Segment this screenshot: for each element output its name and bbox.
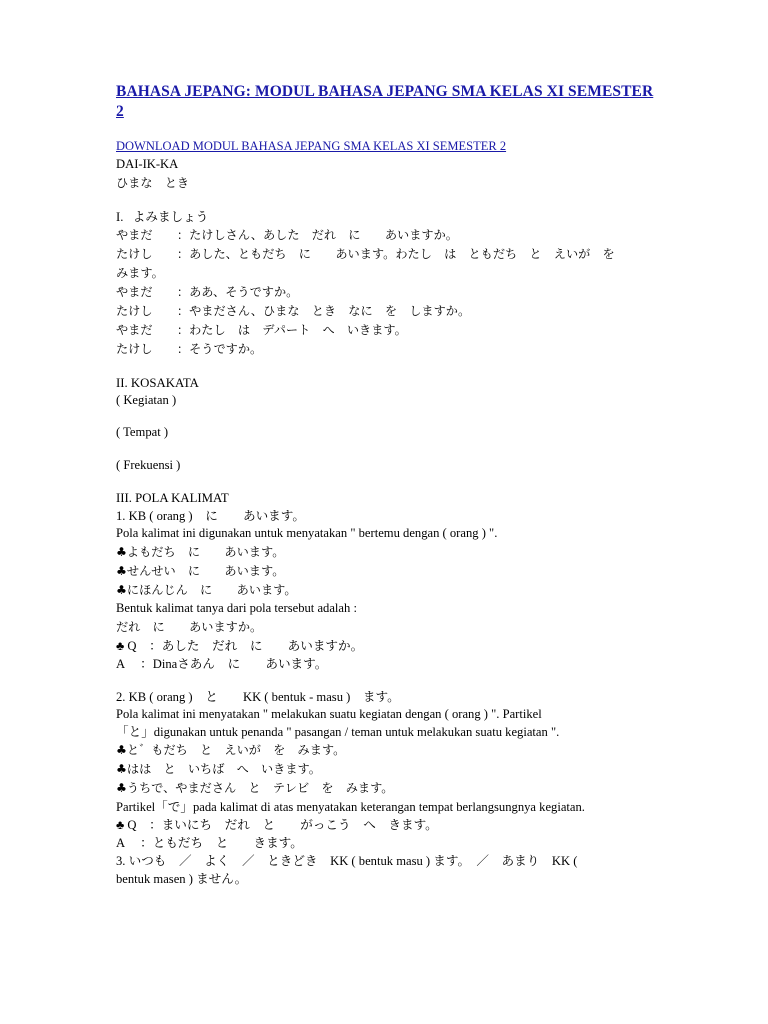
dialogue-line: たけし ：あした、ともだち に あいます。わたし は ともだち と えいが を xyxy=(116,246,615,261)
dialogue-line: みます。 xyxy=(116,265,164,280)
spacer xyxy=(116,359,656,374)
kosakata-item: ( Kegiatan ) xyxy=(116,392,177,407)
spacer xyxy=(116,409,656,424)
pattern-3-line-2: bentuk masen ) ません。 xyxy=(116,872,248,887)
pattern-2-example: ♣と゛もだち と えいが を みます。 xyxy=(116,743,346,758)
pattern-2-title: 2. KB ( orang ) と KK ( bentuk - masu ) ます。 xyxy=(116,689,400,704)
dialogue-line: やまだ ：たけしさん、あした だれ に あいますか。 xyxy=(116,227,458,242)
spacer xyxy=(116,673,656,688)
pattern-2-example: ♣うちで、やまださん と テレビ を みます。 xyxy=(116,781,394,796)
dialogue-line: たけし ：やまださん、ひまな とき なに を しますか。 xyxy=(116,303,471,318)
kosakata-item: ( Tempat ) xyxy=(116,425,169,440)
pattern-1-example: ♣にほんじん に あいます。 xyxy=(116,582,297,597)
pattern-3-line-1: 3. いつも ／ よく ／ ときどき KK ( bentuk masu ) ます。 ／ あまり KK ( xyxy=(116,854,578,869)
dialogue-line: やまだ ：ああ、そうですか。 xyxy=(116,284,299,299)
dialogue-line: たけし ：そうですか。 xyxy=(116,341,263,356)
pattern-1-title: 1. KB ( orang ) に あいます。 xyxy=(116,509,305,524)
spacer xyxy=(116,193,656,208)
pattern-1-question-form: だれ に あいますか。 xyxy=(116,619,263,634)
download-link[interactable]: DOWNLOAD MODUL BAHASA JEPANG SMA KELAS XI SEMESTER 2 xyxy=(116,139,507,153)
pattern-1-question-intro: Bentuk kalimat tanya dari pola tersebut adalah : xyxy=(116,600,357,615)
pattern-1-example: ♣せんせい に あいます。 xyxy=(116,563,285,578)
page-title[interactable]: BAHASA JEPANG: MODUL BAHASA JEPANG SMA KELAS XI SEMESTER 2 xyxy=(116,83,654,120)
pattern-2-explanation-1: Pola kalimat ini menyatakan " melakukan suatu kegiatan dengan ( orang ) ". Partikel xyxy=(116,706,542,721)
pattern-2-explanation-2: 「と」digunakan untuk penanda " pasangan / teman untuk melakukan suatu kegiatan ". xyxy=(116,725,560,740)
pattern-1-explanation: Pola kalimat ini digunakan untuk menyatakan " bertemu dengan ( orang ) ". xyxy=(116,526,498,541)
lesson-code: DAI-IK-KA xyxy=(116,157,179,171)
section-1-heading: I. よみましょう xyxy=(116,209,209,224)
spacer xyxy=(116,130,656,138)
spacer xyxy=(116,474,656,489)
dialogue-line: やまだ ：わたし は デパート へ いきます。 xyxy=(116,322,407,337)
pattern-1-qa: A ：Dinaさあん に あいます。 xyxy=(116,656,328,671)
pattern-1-qa: ♣ Q ：あした だれ に あいますか。 xyxy=(116,638,364,653)
spacer xyxy=(116,442,656,457)
lesson-title-jp: ひまな とき xyxy=(116,175,190,190)
section-3-heading: III. POLA KALIMAT xyxy=(116,491,229,506)
pattern-2-note: Partikel「で」pada kalimat di atas menyatakan keterangan tempat berlangsungnya kegiatan. xyxy=(116,800,585,815)
pattern-2-example: ♣はは と いちば へ いきます。 xyxy=(116,762,321,777)
pattern-2-qa: A ：ともだち と きます。 xyxy=(116,836,303,851)
pattern-1-example: ♣よもだち に あいます。 xyxy=(116,544,285,559)
section-2-heading: II. KOSAKATA xyxy=(116,375,199,390)
document-content xyxy=(116,82,656,888)
pattern-2-qa: ♣ Q ：まいにち だれ と がっこう へ きます。 xyxy=(116,818,438,833)
kosakata-item: ( Frekuensi ) xyxy=(116,457,181,472)
